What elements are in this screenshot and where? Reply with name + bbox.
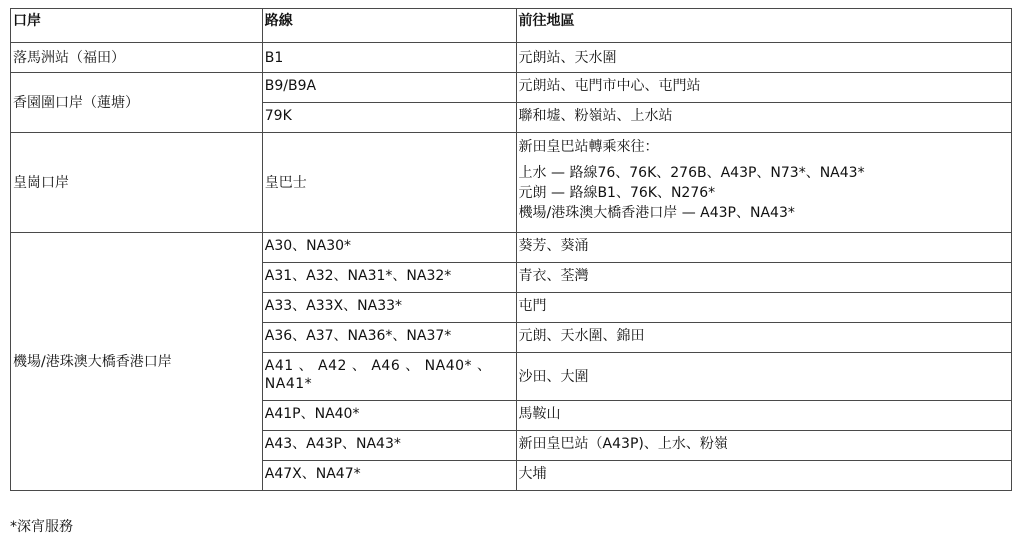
destination-cell: 大埔 (516, 461, 1011, 491)
route-cell: A36、A37、NA36*、NA37* (262, 323, 516, 353)
destination-cell: 葵芳、葵涌 (516, 233, 1011, 263)
port-cell: 香園圍口岸（蓮塘） (11, 73, 263, 133)
routes-table-wrapper (10, 8, 1012, 491)
route-cell: A41P、NA40* (262, 401, 516, 431)
table-row (11, 233, 1012, 263)
route-cell: A41 、 A42 、 A46 、 NA40* 、 NA41* (262, 353, 516, 401)
transfer-line: 元朗 — 路線B1、76K、N276* (518, 185, 716, 201)
route-cell: A30、NA30* (262, 233, 516, 263)
route-cell: B1 (262, 43, 516, 73)
destination-cell: 元朗站、天水圍 (516, 43, 1011, 73)
route-cell: 79K (262, 103, 516, 133)
header-port: 口岸 (11, 9, 263, 43)
cross-border-routes-table (10, 8, 1012, 491)
table-row (11, 73, 1012, 103)
destination-cell: 屯門 (516, 293, 1011, 323)
route-cell: B9/B9A (262, 73, 516, 103)
port-cell: 落馬洲站（福田） (11, 43, 263, 73)
table-row (11, 43, 1012, 73)
transfer-line: 機場/港珠澳大橋香港口岸 — A43P、NA43* (518, 205, 795, 221)
destination-cell: 元朗站、屯門市中心、屯門站 (516, 73, 1011, 103)
destination-cell (516, 133, 1011, 233)
destination-cell: 新田皇巴站（A43P)、上水、粉嶺 (516, 431, 1011, 461)
route-cell: 皇巴士 (262, 133, 516, 233)
port-cell: 皇崗口岸 (11, 133, 263, 233)
destination-cell: 青衣、荃灣 (516, 263, 1011, 293)
route-cell: A47X、NA47* (262, 461, 516, 491)
destination-cell: 元朗、天水圍、錦田 (516, 323, 1011, 353)
header-destination: 前往地區 (516, 9, 1011, 43)
route-cell: A31、A32、NA31*、NA32* (262, 263, 516, 293)
route-cell: A33、A33X、NA33* (262, 293, 516, 323)
transfer-line: 上水 — 路線76、76K、276B、A43P、N73*、NA43* (518, 165, 865, 181)
header-route: 路線 (262, 9, 516, 43)
destination-cell: 聯和墟、粉嶺站、上水站 (516, 103, 1011, 133)
table-header-row (11, 9, 1012, 43)
late-night-service-footnote: *深宵服務 (10, 519, 73, 535)
destination-cell: 沙田、大圍 (516, 353, 1011, 401)
table-row (11, 133, 1012, 233)
route-cell: A43、A43P、NA43* (262, 431, 516, 461)
transfer-intro: 新田皇巴站轉乘來往： (518, 139, 659, 155)
port-cell: 機場/港珠澳大橋香港口岸 (11, 233, 263, 491)
destination-cell: 馬鞍山 (516, 401, 1011, 431)
